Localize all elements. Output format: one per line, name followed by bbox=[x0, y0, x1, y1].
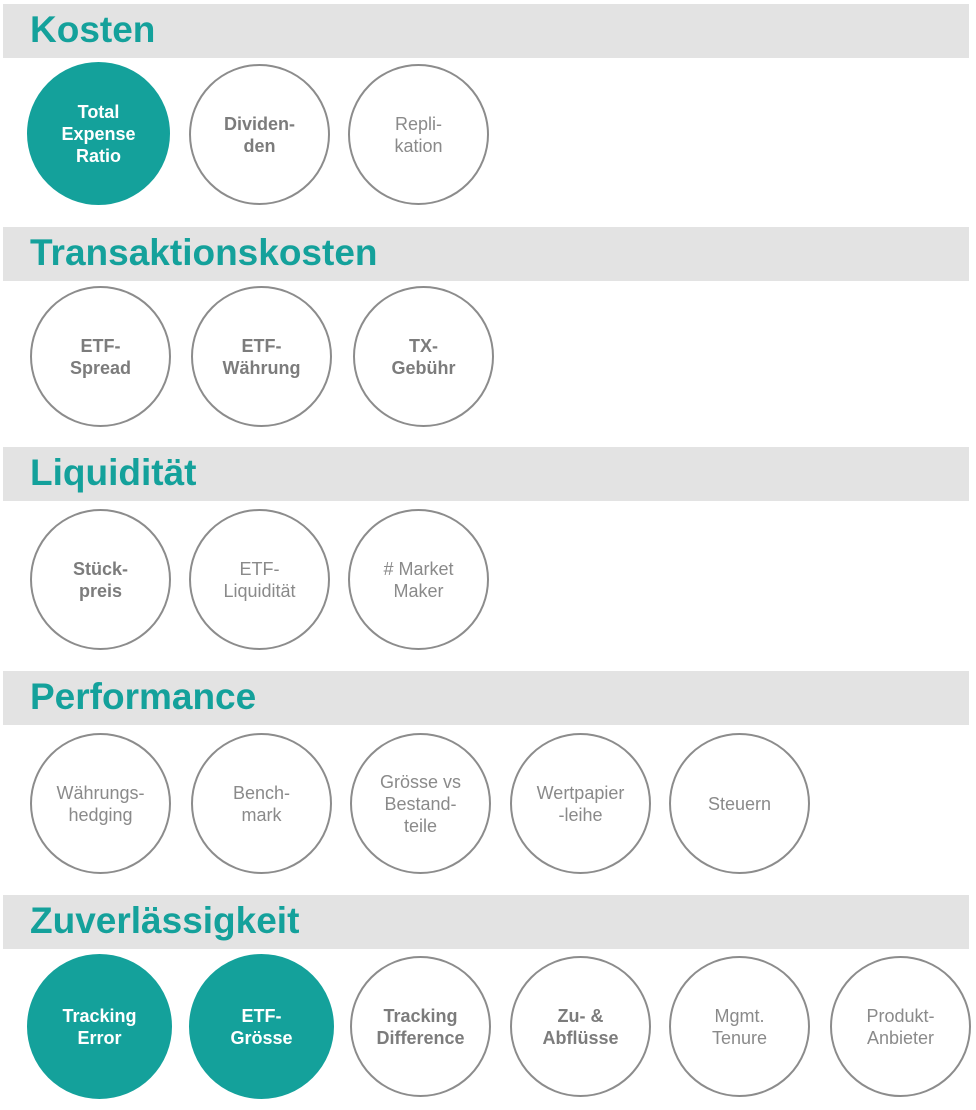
factor-label: Repli- kation bbox=[394, 113, 443, 156]
factor-label: Bench- mark bbox=[232, 782, 291, 825]
section-title: Performance bbox=[30, 676, 257, 717]
factor-circle-etf-spread bbox=[30, 286, 171, 427]
section-title: Liquidität bbox=[30, 452, 197, 493]
factor-circle-tx-gebuehr bbox=[353, 286, 494, 427]
factor-circle-etf-liquiditaet bbox=[189, 509, 330, 650]
factor-label: ETF- Währung bbox=[222, 335, 301, 378]
section-title: Zuverlässigkeit bbox=[30, 900, 300, 941]
section-header-kosten bbox=[3, 4, 969, 58]
factor-circle-waehrungshedging bbox=[30, 733, 171, 874]
factor-circle-dividenden bbox=[189, 64, 330, 205]
factor-label: TX- Gebühr bbox=[391, 335, 456, 378]
factor-circle-replikation bbox=[348, 64, 489, 205]
section-title: Transaktionskosten bbox=[30, 232, 378, 273]
section-header-performance bbox=[3, 671, 969, 725]
factor-label: Produkt- Anbieter bbox=[866, 1005, 935, 1048]
factor-circle-zu-abfluesse bbox=[510, 956, 651, 1097]
factor-label: Total Expense Ratio bbox=[61, 101, 136, 166]
factor-label: # Market Maker bbox=[383, 558, 454, 601]
factor-circle-produkt-anbieter bbox=[830, 956, 971, 1097]
section-header-liquiditaet bbox=[3, 447, 969, 501]
factor-label: Dividen- den bbox=[223, 113, 295, 156]
factor-label: Steuern bbox=[707, 793, 772, 814]
factor-label: Tracking Difference bbox=[376, 1005, 465, 1048]
factor-circle-tracking-difference bbox=[350, 956, 491, 1097]
factor-circle-etf-waehrung bbox=[191, 286, 332, 427]
factor-circle-wertpapierleihe bbox=[510, 733, 651, 874]
factor-circle-tracking-error bbox=[27, 954, 172, 1099]
factor-label: ETF- Liquidität bbox=[223, 558, 296, 601]
factor-label: Stück- preis bbox=[72, 558, 128, 601]
factor-label: ETF- Spread bbox=[69, 335, 132, 378]
factor-circle-steuern bbox=[669, 733, 810, 874]
factor-circle-market-maker bbox=[348, 509, 489, 650]
section-header-transaktionskosten bbox=[3, 227, 969, 281]
factor-circle-etf-groesse bbox=[189, 954, 334, 1099]
factor-circle-mgmt-tenure bbox=[669, 956, 810, 1097]
factor-label: Grösse vs Bestand- teile bbox=[379, 771, 462, 836]
factor-circle-stueckpreis bbox=[30, 509, 171, 650]
factor-circle-total-expense-ratio bbox=[27, 62, 170, 205]
factor-label: Zu- & Abflüsse bbox=[542, 1005, 619, 1048]
factor-label: Mgmt. Tenure bbox=[711, 1005, 768, 1048]
factor-label: Währungs- hedging bbox=[56, 782, 145, 825]
factor-circle-benchmark bbox=[191, 733, 332, 874]
factor-circle-groesse-vs-bestandteile bbox=[350, 733, 491, 874]
factor-label: Wertpapier -leihe bbox=[536, 782, 625, 825]
section-title: Kosten bbox=[30, 9, 156, 50]
factor-label: Tracking Error bbox=[62, 1005, 137, 1048]
section-header-zuverlaessigkeit bbox=[3, 895, 969, 949]
factor-label: ETF- Grösse bbox=[230, 1005, 293, 1048]
